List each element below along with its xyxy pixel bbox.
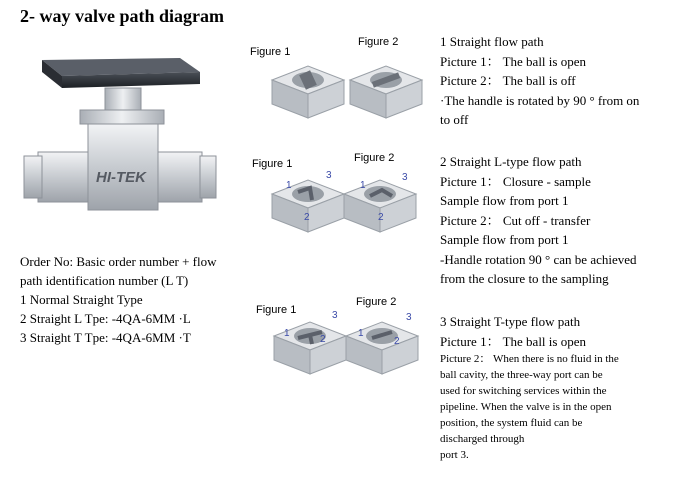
description-line: -Handle rotation 90 ° can be achieved [440,251,637,267]
description-l-type [440,152,637,289]
svg-text:3: 3 [332,310,338,321]
svg-text:2: 2 [304,212,310,223]
valve-handle [42,58,200,88]
svg-text:1: 1 [360,180,366,191]
description-line: position, the system fluid can be [440,417,583,429]
svg-text:2: 2 [378,212,384,223]
description-line: from the closure to the sampling [440,271,609,286]
ball-block-open [268,52,348,120]
svg-text:1: 1 [284,328,290,339]
ball-block-closed [346,52,426,120]
figure-2-label: Figure 2 [354,152,395,164]
description-line: Sample flow from port 1 [440,193,569,208]
figure-1-label: Figure 1 [256,304,297,316]
order-item-2: 2 Straight L Tpe: -4QA-6MM ·L [20,311,191,326]
description-line: Picture 1： The ball is open [440,333,586,349]
description-line: Picture 1： Closure - sample [440,173,591,189]
figure-2-label: Figure 2 [356,296,397,308]
description-straight [440,32,639,130]
description-line: used for switching services within the [440,385,607,397]
svg-text:3: 3 [402,172,408,183]
description-line: pipeline. When the valve is in the open [440,401,612,413]
description-line: Sample flow from port 1 [440,232,569,247]
svg-text:1: 1 [358,328,364,339]
order-item-3: 3 Straight T Tpe: -4QA-6MM ·T [20,330,191,345]
order-item-1: 1 Normal Straight Type [20,292,143,307]
order-line-2: path identification number (L T) [20,273,189,288]
figure-2-label: Figure 2 [358,36,399,48]
description-line: to off [440,112,469,127]
description-line: discharged through [440,433,525,445]
description-line: Picture 1： The ball is open [440,53,586,69]
description-line: port 3. [440,449,469,461]
figure-group-t-type [256,294,436,384]
svg-text:2: 2 [394,336,400,347]
svg-text:3: 3 [326,170,332,181]
ball-block-t-2 [342,308,428,382]
description-t-type [440,312,619,463]
page-title: 2- way valve path diagram [20,6,224,26]
description-heading: 2 Straight L-type flow path [440,154,582,169]
figure-1-label: Figure 1 [250,46,291,58]
description-line: ·The handle is rotated by 90 ° from on [440,92,640,108]
ball-block-l-2 [340,166,426,240]
figure-group-l-type [252,150,432,240]
svg-text:3: 3 [406,312,412,323]
svg-text:2: 2 [320,334,326,345]
description-line: Picture 2： When there is no fluid in the [440,353,619,365]
description-heading: 3 Straight T-type flow path [440,314,581,329]
description-line: ball cavity, the three-way port can be [440,369,603,381]
description-line: Picture 2： The ball is off [440,73,576,88]
order-info [20,252,260,347]
order-line-1: Order No: Basic order number + flow [20,254,217,269]
description-line: Picture 2： Cut off - transfer [440,212,591,228]
valve-brand-label: HI-TEK [96,169,146,186]
valve-illustration [20,44,220,240]
description-heading: 1 Straight flow path [440,34,544,49]
svg-text:1: 1 [286,180,292,191]
figure-group-straight [250,34,430,124]
figure-1-label: Figure 1 [252,158,293,170]
